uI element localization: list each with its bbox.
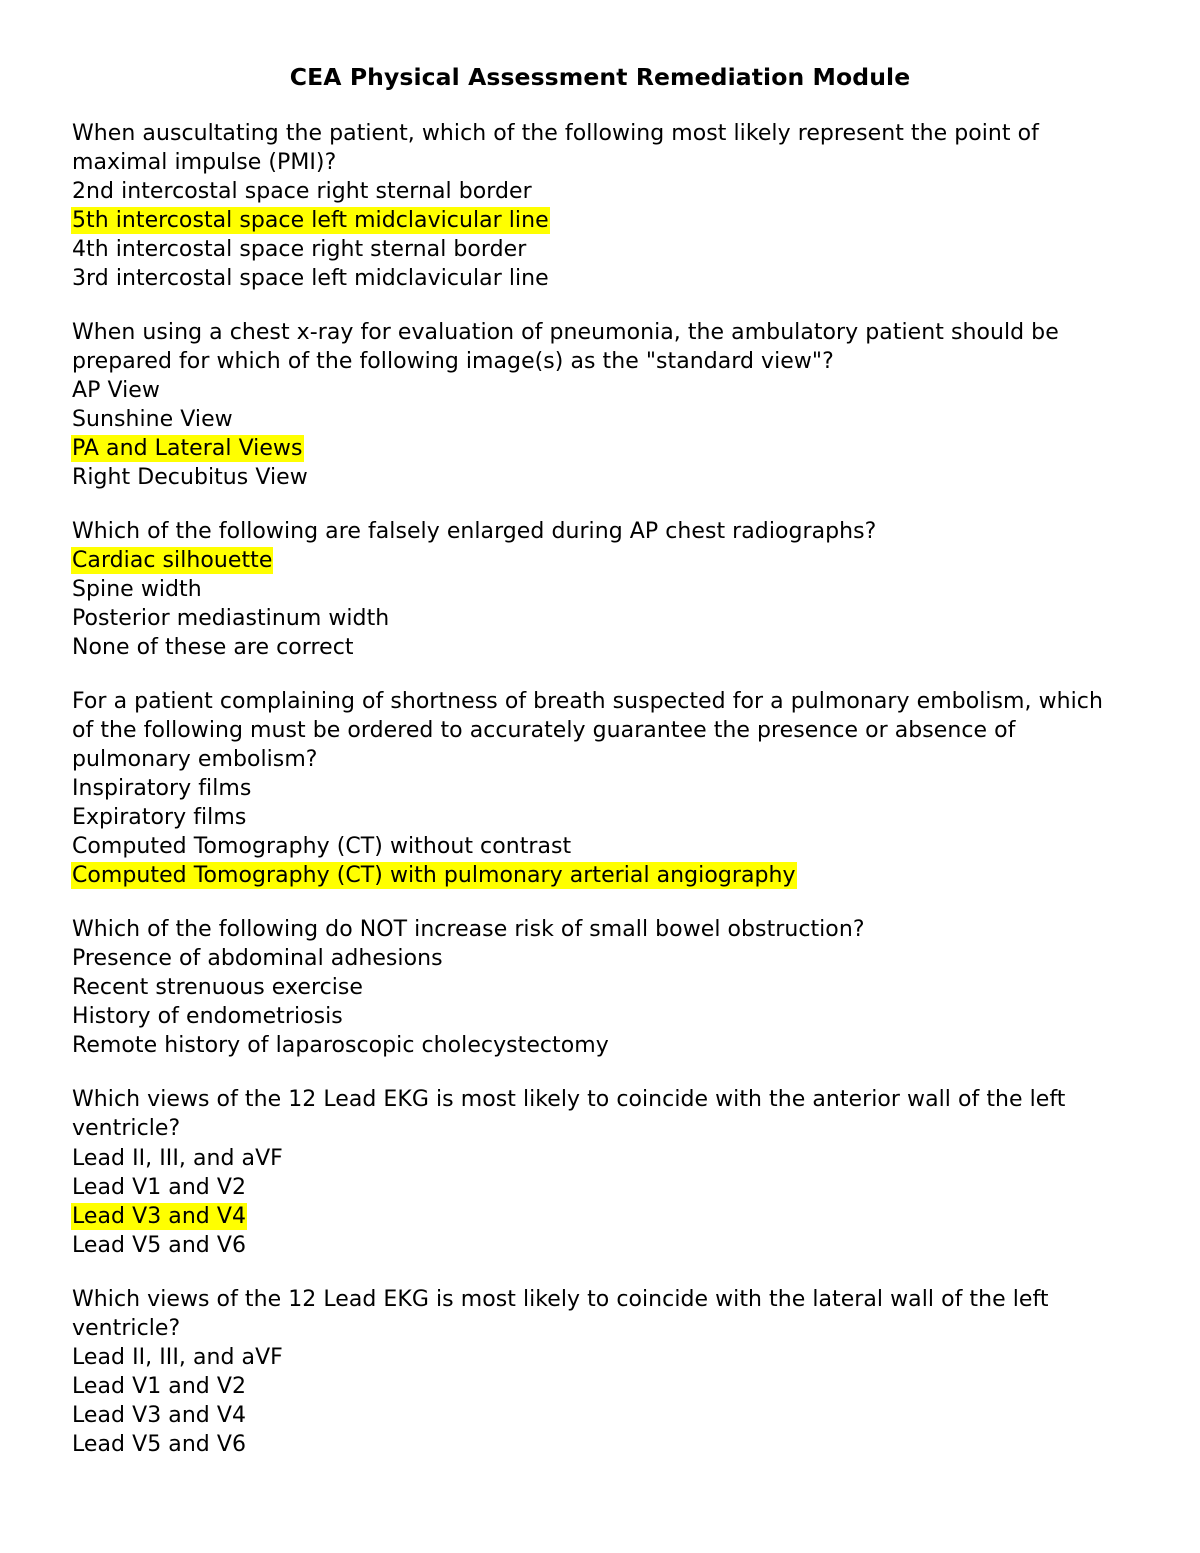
page-title: CEA Physical Assessment Remediation Module (289, 63, 911, 91)
answer-option[interactable] (72, 633, 1128, 662)
question-block (72, 687, 1128, 890)
question-text: When using a chest x-ray for evaluation of pneumonia, the ambulatory patient should be prepared for which of the following image(s) as the "standard view"? (72, 319, 1059, 374)
answer-option[interactable] (72, 973, 1128, 1002)
answer-option[interactable] (72, 1372, 1128, 1401)
answer-option-label: History of endometriosis (72, 1004, 343, 1030)
answer-option[interactable] (72, 1173, 1128, 1202)
answer-option[interactable] (72, 1031, 1128, 1060)
question-text: Which of the following do NOT increase risk of small bowel obstruction? (72, 917, 865, 943)
answer-option-highlighted[interactable] (72, 861, 1128, 890)
answer-option-label: Lead V3 and V4 (72, 1203, 247, 1229)
question-block (72, 1085, 1128, 1259)
question-text: When auscultating the patient, which of the following most likely represent the point of maximal impulse (PMI)? (72, 120, 1039, 175)
question-block (72, 517, 1128, 662)
answer-option-label: Spine width (72, 576, 202, 602)
question-text: Which of the following are falsely enlarged during AP chest radiographs? (72, 518, 877, 544)
answer-option-label: 5th intercostal space left midclavicular line (72, 207, 549, 233)
answer-option-label: Computed Tomography (CT) without contrast (72, 834, 572, 860)
answer-option-label: Right Decubitus View (72, 464, 308, 490)
answer-option[interactable] (72, 1231, 1128, 1260)
answer-option-label: Lead II, III, and aVF (72, 1344, 283, 1370)
answer-option[interactable] (72, 1343, 1128, 1372)
answer-option[interactable] (72, 944, 1128, 973)
answer-option-label: Recent strenuous exercise (72, 975, 363, 1001)
answer-option-label: Lead II, III, and aVF (72, 1145, 283, 1171)
answer-option-label: Cardiac silhouette (72, 547, 273, 573)
answer-option-label: Computed Tomography (CT) with pulmonary arterial angiography (72, 863, 796, 889)
answer-option[interactable] (72, 177, 1128, 206)
question-block (72, 318, 1128, 492)
answer-option-highlighted[interactable] (72, 206, 1128, 235)
answer-option-label: 3rd intercostal space left midclavicular line (72, 265, 549, 291)
answer-option-label: Remote history of laparoscopic cholecystectomy (72, 1033, 609, 1059)
question-block (72, 915, 1128, 1060)
answer-option-label: Expiratory films (72, 805, 247, 831)
answer-option-label: Inspiratory films (72, 776, 252, 802)
question-text: For a patient complaining of shortness of breath suspected for a pulmonary embolism, which of the following must be ordered to accurately guarantee the presence or absence of pulmonary embolism? (72, 689, 1103, 773)
answer-option[interactable] (72, 575, 1128, 604)
answer-option-label: Presence of abdominal adhesions (72, 946, 443, 972)
answer-option-label: Lead V3 and V4 (72, 1402, 247, 1428)
answer-option[interactable] (72, 774, 1128, 803)
answer-option-label: AP View (72, 377, 160, 403)
answer-option-label: None of these are correct (72, 635, 354, 661)
question-text: Which views of the 12 Lead EKG is most likely to coincide with the anterior wall of the left ventricle? (72, 1087, 1066, 1142)
question-text: Which views of the 12 Lead EKG is most likely to coincide with the lateral wall of the left ventricle? (72, 1286, 1049, 1341)
answer-option[interactable] (72, 803, 1128, 832)
answer-option-highlighted[interactable] (72, 546, 1128, 575)
answer-option[interactable] (72, 376, 1128, 405)
answer-option-label: Posterior mediastinum width (72, 606, 390, 632)
answer-option-highlighted[interactable] (72, 434, 1128, 463)
answer-option-label: 2nd intercostal space right sternal border (72, 178, 532, 204)
answer-option-label: Lead V1 and V2 (72, 1373, 247, 1399)
answer-option-label: Lead V1 and V2 (72, 1174, 247, 1200)
question-block (72, 1285, 1128, 1459)
answer-option[interactable] (72, 1144, 1128, 1173)
answer-option[interactable] (72, 832, 1128, 861)
answer-option-highlighted[interactable] (72, 1202, 1128, 1231)
question-block (72, 119, 1128, 293)
answer-option[interactable] (72, 405, 1128, 434)
answer-option-label: Sunshine View (72, 406, 233, 432)
answer-option[interactable] (72, 1002, 1128, 1031)
answer-option[interactable] (72, 604, 1128, 633)
answer-option-label: PA and Lateral Views (72, 435, 303, 461)
answer-option[interactable] (72, 264, 1128, 293)
question-list (72, 119, 1128, 1459)
answer-option-label: Lead V5 and V6 (72, 1431, 247, 1457)
answer-option-label: 4th intercostal space right sternal border (72, 236, 527, 262)
answer-option-label: Lead V5 and V6 (72, 1232, 247, 1258)
answer-option[interactable] (72, 1401, 1128, 1430)
answer-option[interactable] (72, 235, 1128, 264)
answer-option[interactable] (72, 463, 1128, 492)
answer-option[interactable] (72, 1430, 1128, 1459)
